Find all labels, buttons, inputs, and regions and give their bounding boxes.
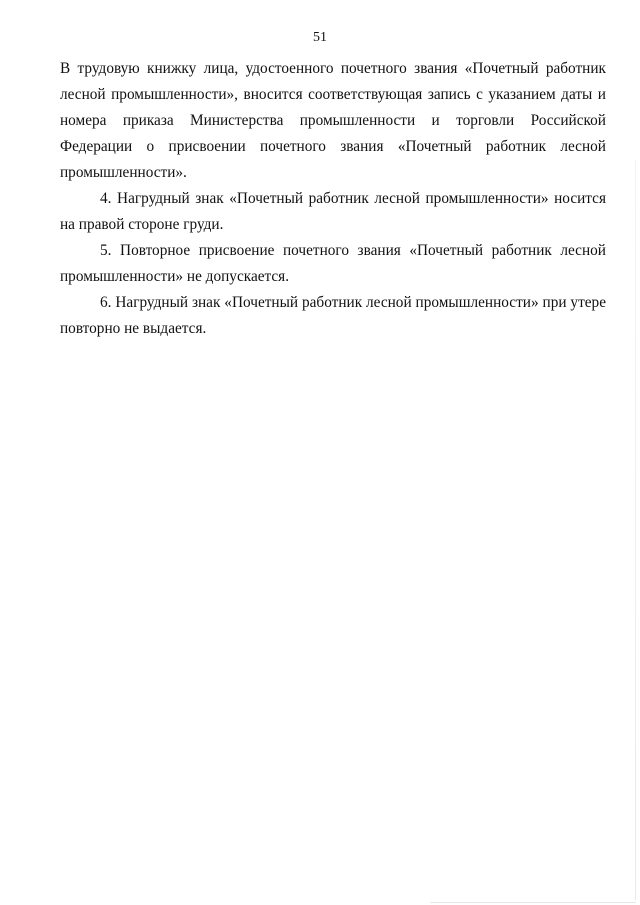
- paragraph-item-5: 5. Повторное присвоение почетного звания «Почетный работник лесной промышленности» не допускается.: [60, 242, 606, 285]
- paragraph-item-4: 4. Нагрудный знак «Почетный работник лесной промышленности» носится на правой стороне груди.: [60, 190, 606, 233]
- scan-edge-right: [635, 160, 636, 900]
- paragraph-record-entry: В трудовую книжку лица, удостоенного почетного звания «Почетный работник лесной промышленности», вносится соответствующая запись с указанием даты и номера приказа Министерства промышленности и торговли Российской Федерации о присвоении почетного звания «Почетный работник лесной промышленности».: [60, 60, 606, 181]
- paragraph-item-6: 6. Нагрудный знак «Почетный работник лесной промышленности» при утере повторно не выдается.: [60, 294, 606, 337]
- document-body: [60, 56, 606, 342]
- scan-edge-bottom: [430, 902, 636, 903]
- page-number: 51: [313, 30, 327, 45]
